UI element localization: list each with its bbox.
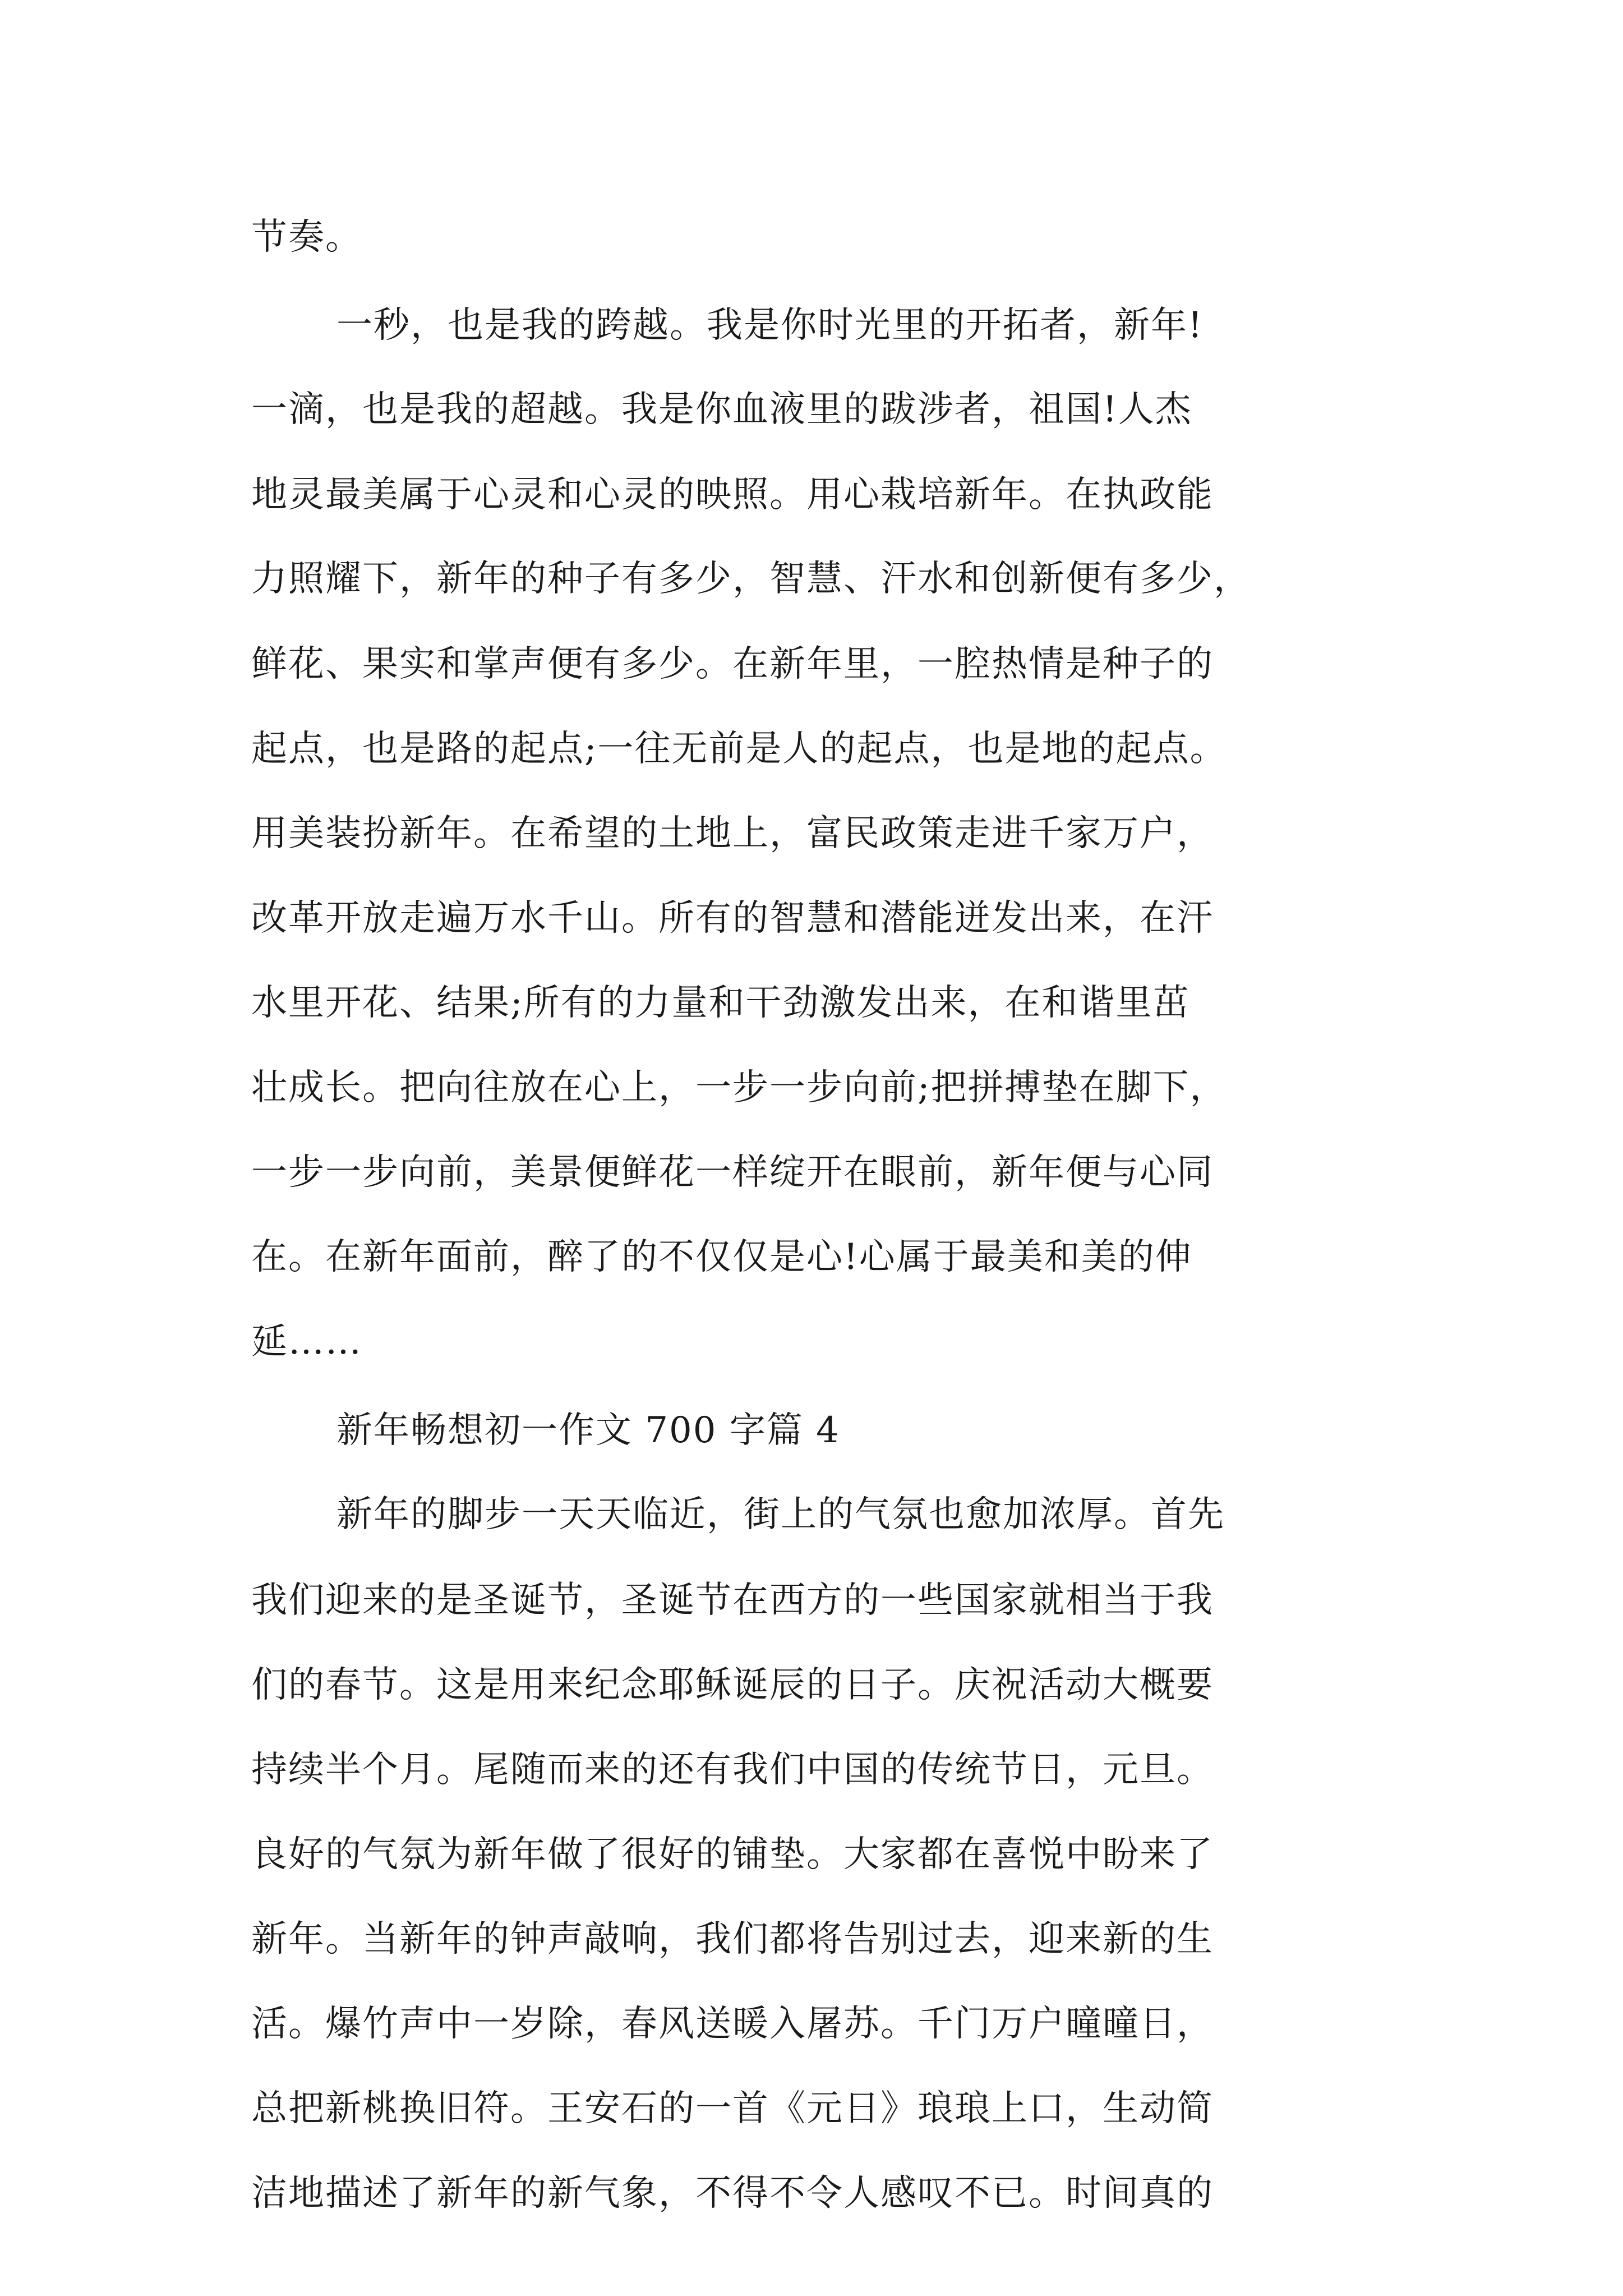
text-line: 洁地描述了新年的新气象，不得不令人感叹不已。时间真的 xyxy=(251,2173,1214,2214)
text-line: 延…… xyxy=(251,1321,362,1363)
text-line: 改革开放走遍万水千山。所有的智慧和潜能迸发出来，在汗 xyxy=(251,898,1214,939)
text-line: 一滴，也是我的超越。我是你血液里的跋涉者，祖国!人杰 xyxy=(251,389,1192,430)
text-line: 鲜花、果实和掌声便有多少。在新年里，一腔热情是种子的 xyxy=(251,643,1214,685)
paragraph-first-line: 新年的脚步一天天临近，街上的气氛也愈加浓厚。首先 xyxy=(336,1494,1225,1535)
text-line: 持续半个月。尾随而来的还有我们中国的传统节日，元旦。 xyxy=(251,1749,1214,1791)
text-line: 活。爆竹声中一岁除，春风送暖入屠苏。千门万户曈曈日， xyxy=(251,2003,1214,2045)
text-line: 水里开花、结果;所有的力量和干劲激发出来，在和谐里茁 xyxy=(251,982,1190,1024)
text-line: 起点，也是路的起点;一往无前是人的起点，也是地的起点。 xyxy=(251,728,1227,770)
text-line: 一步一步向前，美景便鲜花一样绽开在眼前，新年便与心同 xyxy=(251,1152,1214,1193)
text-line: 新年。当新年的钟声敲响，我们都将告别过去，迎来新的生 xyxy=(251,1918,1214,1960)
paragraph-first-line: 一秒，也是我的跨越。我是你时光里的开拓者，新年! xyxy=(336,305,1204,346)
text-line: 力照耀下，新年的种子有多少，智慧、汗水和创新便有多少， xyxy=(251,558,1251,600)
text-line: 良好的气氛为新年做了很好的铺垫。大家都在喜悦中盼来了 xyxy=(251,1834,1214,1875)
section-heading: 新年畅想初一作文 700 字篇 4 xyxy=(336,1410,840,1451)
text-line: 们的春节。这是用来纪念耶稣诞辰的日子。庆祝活动大概要 xyxy=(251,1664,1214,1706)
text-line: 地灵最美属于心灵和心灵的映照。用心栽培新年。在执政能 xyxy=(251,474,1214,516)
text-line: 总把新桃换旧符。王安石的一首《元日》琅琅上口，生动简 xyxy=(251,2088,1214,2129)
text-line: 壮成长。把向往放在心上，一步一步向前;把拼搏垫在脚下， xyxy=(251,1067,1227,1108)
text-line: 用美装扮新年。在希望的土地上，富民政策走进千家万户， xyxy=(251,813,1214,854)
text-line: 在。在新年面前，醉了的不仅仅是心!心属于最美和美的伸 xyxy=(251,1236,1192,1278)
text-line: 我们迎来的是圣诞节，圣诞节在西方的一些国家就相当于我 xyxy=(251,1580,1214,1621)
text-line: 节奏。 xyxy=(251,217,362,258)
